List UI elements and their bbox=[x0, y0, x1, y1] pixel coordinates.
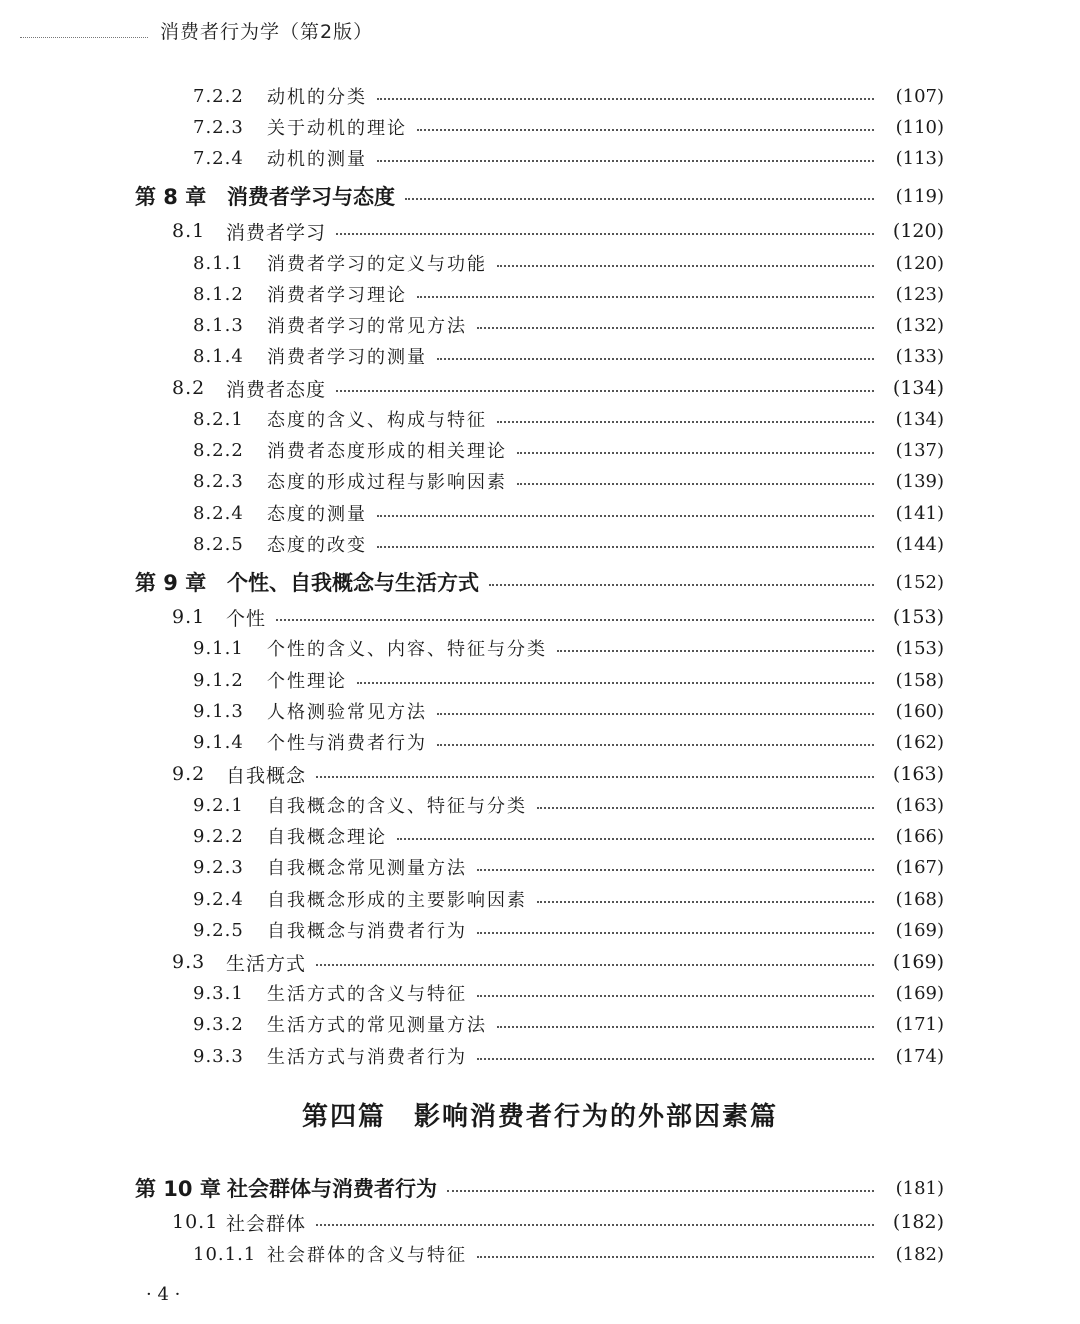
toc-entry-title: 个性的含义、内容、特征与分类 bbox=[267, 639, 547, 660]
toc-entry-title: 自我概念理论 bbox=[267, 827, 387, 848]
toc-entry-page: (134) bbox=[892, 377, 944, 399]
toc-entry-page: (141) bbox=[895, 502, 944, 524]
toc-subsection bbox=[0, 1239, 1080, 1269]
toc-entry-page: (169) bbox=[895, 919, 944, 941]
toc-entry-page: (119) bbox=[895, 185, 944, 207]
toc-dot-leader bbox=[477, 327, 874, 329]
toc-dot-leader bbox=[537, 807, 874, 809]
toc-entry-title: 个性理论 bbox=[267, 671, 347, 692]
toc-dot-leader bbox=[417, 129, 874, 131]
toc-entry-title: 社会群体 bbox=[226, 1212, 307, 1235]
toc-section bbox=[0, 947, 1080, 977]
toc-entry-page: (166) bbox=[895, 825, 944, 847]
toc-chapter bbox=[0, 181, 1080, 211]
toc-entry-number: 10.1.1 bbox=[193, 1243, 257, 1265]
toc-entry-number: 第 9 章 bbox=[135, 571, 207, 595]
toc-entry-number: 8.2.5 bbox=[193, 533, 244, 555]
toc-subsection bbox=[0, 852, 1080, 882]
toc-entry-number: 8.2.1 bbox=[193, 408, 244, 430]
toc-subsection bbox=[0, 633, 1080, 663]
toc-dot-leader bbox=[477, 995, 874, 997]
toc-dot-leader bbox=[316, 964, 874, 966]
toc-dot-leader bbox=[489, 584, 874, 586]
toc-entry-page: (152) bbox=[895, 571, 944, 593]
toc-dot-leader bbox=[276, 619, 874, 621]
toc-entry-page: (137) bbox=[895, 439, 944, 461]
toc-dot-leader bbox=[397, 838, 874, 840]
toc-entry-page: (167) bbox=[895, 856, 944, 878]
toc-entry-number: 9.2.3 bbox=[193, 856, 244, 878]
toc-entry-number: 8.1 bbox=[172, 220, 206, 242]
toc-entry-number: 9.1.1 bbox=[193, 637, 244, 659]
toc-entry-title: 消费者学习的定义与功能 bbox=[267, 254, 487, 275]
toc-dot-leader bbox=[477, 1058, 874, 1060]
toc-dot-leader bbox=[557, 650, 874, 652]
toc-entry-page: (158) bbox=[895, 669, 944, 691]
part-heading bbox=[0, 1096, 1080, 1133]
toc-dot-leader bbox=[537, 901, 874, 903]
toc-subsection bbox=[0, 1041, 1080, 1071]
toc-dot-leader bbox=[437, 358, 874, 360]
toc-entry-page: (110) bbox=[895, 116, 944, 138]
toc-subsection bbox=[0, 143, 1080, 173]
toc-dot-leader bbox=[477, 1256, 874, 1258]
toc-entry-number: 10.1 bbox=[172, 1211, 219, 1233]
toc-entry-title: 个性与消费者行为 bbox=[267, 733, 427, 754]
toc-entry-title: 社会群体的含义与特征 bbox=[267, 1245, 467, 1266]
toc-entry-page: (174) bbox=[895, 1045, 944, 1067]
toc-dot-leader bbox=[417, 296, 874, 298]
toc-subsection bbox=[0, 884, 1080, 914]
toc-subsection bbox=[0, 978, 1080, 1008]
page-number: · 4 · bbox=[146, 1284, 181, 1305]
toc-entry-number: 9.3.2 bbox=[193, 1013, 244, 1035]
toc-subsection bbox=[0, 466, 1080, 496]
toc-entry-number: 7.2.3 bbox=[193, 116, 244, 138]
toc-entry-title: 消费者态度 bbox=[226, 378, 327, 401]
toc-entry-number: 9.2 bbox=[172, 763, 206, 785]
toc-entry-title: 自我概念形成的主要影响因素 bbox=[267, 890, 527, 911]
toc-entry-page: (132) bbox=[895, 314, 944, 336]
toc-dot-leader bbox=[437, 713, 874, 715]
toc-entry-title: 自我概念常见测量方法 bbox=[267, 858, 467, 879]
toc-dot-leader bbox=[336, 233, 874, 235]
header-dotted-rule bbox=[20, 37, 148, 38]
toc-entry-title: 生活方式的常见测量方法 bbox=[267, 1015, 487, 1036]
toc-subsection bbox=[0, 790, 1080, 820]
toc-entry-number: 9.3.1 bbox=[193, 982, 244, 1004]
toc-entry-page: (163) bbox=[895, 794, 944, 816]
toc-entry-page: (168) bbox=[895, 888, 944, 910]
toc-entry-number: 9.2.2 bbox=[193, 825, 244, 847]
toc-entry-title: 消费者态度形成的相关理论 bbox=[267, 441, 507, 462]
toc-entry-page: (113) bbox=[895, 147, 944, 169]
toc-entry-page: (133) bbox=[895, 345, 944, 367]
toc-subsection bbox=[0, 727, 1080, 757]
toc-dot-leader bbox=[437, 744, 874, 746]
toc-entry-title: 动机的分类 bbox=[267, 87, 367, 108]
toc-section bbox=[0, 373, 1080, 403]
toc-dot-leader bbox=[377, 515, 874, 517]
toc-subsection bbox=[0, 404, 1080, 434]
toc-entry-page: (123) bbox=[895, 283, 944, 305]
toc-entry-page: (107) bbox=[895, 85, 944, 107]
toc-dot-leader bbox=[517, 483, 874, 485]
toc-chapter bbox=[0, 567, 1080, 597]
toc-entry-page: (139) bbox=[895, 470, 944, 492]
toc-entry-title: 自我概念 bbox=[226, 764, 307, 787]
toc-entry-page: (144) bbox=[895, 533, 944, 555]
toc-entry-number: 第 8 章 bbox=[135, 185, 207, 209]
toc-entry-title: 态度的含义、构成与特征 bbox=[267, 410, 487, 431]
toc-entry-number: 9.1.3 bbox=[193, 700, 244, 722]
toc-entry-page: (153) bbox=[892, 606, 944, 628]
toc-entry-number: 8.1.3 bbox=[193, 314, 244, 336]
toc-entry-number: 8.2.4 bbox=[193, 502, 244, 524]
toc-entry-number: 9.2.1 bbox=[193, 794, 244, 816]
toc-subsection bbox=[0, 81, 1080, 111]
toc-entry-number: 第 10 章 bbox=[135, 1177, 221, 1201]
toc-dot-leader bbox=[497, 421, 874, 423]
toc-entry-number: 9.3 bbox=[172, 951, 206, 973]
part-title: 影响消费者行为的外部因素篇 bbox=[414, 1102, 779, 1132]
toc-section bbox=[0, 216, 1080, 246]
toc-section bbox=[0, 602, 1080, 632]
toc-entry-title: 消费者学习的常见方法 bbox=[267, 316, 467, 337]
toc-entry-title: 消费者学习与态度 bbox=[227, 185, 395, 209]
toc-dot-leader bbox=[447, 1190, 874, 1192]
toc-entry-title: 人格测验常见方法 bbox=[267, 702, 427, 723]
toc-entry-page: (163) bbox=[892, 763, 944, 785]
toc-entry-number: 8.2.3 bbox=[193, 470, 244, 492]
toc-entry-title: 生活方式的含义与特征 bbox=[267, 984, 467, 1005]
toc-subsection bbox=[0, 248, 1080, 278]
toc-subsection bbox=[0, 665, 1080, 695]
toc-subsection bbox=[0, 915, 1080, 945]
toc-entry-title: 态度的形成过程与影响因素 bbox=[267, 472, 507, 493]
toc-subsection bbox=[0, 341, 1080, 371]
toc-entry-title: 消费者学习的测量 bbox=[267, 347, 427, 368]
toc-subsection bbox=[0, 310, 1080, 340]
toc-entry-number: 9.3.3 bbox=[193, 1045, 244, 1067]
toc-entry-number: 7.2.2 bbox=[193, 85, 244, 107]
toc-entry-number: 8.1.4 bbox=[193, 345, 244, 367]
toc-entry-page: (162) bbox=[895, 731, 944, 753]
toc-entry-title: 社会群体与消费者行为 bbox=[227, 1177, 437, 1201]
toc-entry-page: (171) bbox=[895, 1013, 944, 1035]
toc-entry-number: 8.2 bbox=[172, 377, 206, 399]
toc-chapter bbox=[0, 1173, 1080, 1203]
toc-section bbox=[0, 759, 1080, 789]
toc-subsection bbox=[0, 279, 1080, 309]
toc-subsection bbox=[0, 435, 1080, 465]
toc-subsection bbox=[0, 498, 1080, 528]
toc-dot-leader bbox=[405, 198, 874, 200]
toc-entry-page: (181) bbox=[895, 1177, 944, 1199]
toc-subsection bbox=[0, 696, 1080, 726]
toc-entry-number: 8.1.2 bbox=[193, 283, 244, 305]
toc-entry-title: 动机的测量 bbox=[267, 149, 367, 170]
toc-dot-leader bbox=[316, 776, 874, 778]
toc-entry-title: 个性、自我概念与生活方式 bbox=[227, 571, 479, 595]
toc-entry-number: 9.1.4 bbox=[193, 731, 244, 753]
toc-dot-leader bbox=[377, 98, 874, 100]
toc-entry-title: 自我概念与消费者行为 bbox=[267, 921, 467, 942]
toc-subsection bbox=[0, 821, 1080, 851]
part-label: 第四篇 bbox=[301, 1102, 386, 1132]
toc-entry-title: 自我概念的含义、特征与分类 bbox=[267, 796, 527, 817]
toc-entry-number: 9.1 bbox=[172, 606, 206, 628]
toc-section bbox=[0, 1207, 1080, 1237]
toc-dot-leader bbox=[477, 932, 874, 934]
toc-dot-leader bbox=[517, 452, 874, 454]
toc-entry-number: 9.1.2 bbox=[193, 669, 244, 691]
toc-entry-page: (160) bbox=[895, 700, 944, 722]
toc-entry-title: 态度的测量 bbox=[267, 504, 367, 525]
toc-entry-page: (120) bbox=[892, 220, 944, 242]
toc-dot-leader bbox=[497, 265, 874, 267]
toc-subsection bbox=[0, 1009, 1080, 1039]
toc-entry-title: 关于动机的理论 bbox=[267, 118, 407, 139]
toc-entry-title: 消费者学习理论 bbox=[267, 285, 407, 306]
toc-entry-page: (153) bbox=[895, 637, 944, 659]
toc-dot-leader bbox=[477, 869, 874, 871]
toc-entry-number: 8.1.1 bbox=[193, 252, 244, 274]
toc-entry-page: (169) bbox=[895, 982, 944, 1004]
toc-entry-title: 个性 bbox=[226, 607, 267, 630]
book-title: 消费者行为学（第2版） bbox=[160, 20, 374, 43]
toc-dot-leader bbox=[357, 682, 874, 684]
toc-dot-leader bbox=[377, 546, 874, 548]
toc-entry-number: 7.2.4 bbox=[193, 147, 244, 169]
toc-entry-page: (120) bbox=[895, 252, 944, 274]
toc-entry-title: 生活方式与消费者行为 bbox=[267, 1047, 467, 1068]
toc-entry-number: 8.2.2 bbox=[193, 439, 244, 461]
toc-entry-page: (169) bbox=[892, 951, 944, 973]
toc-subsection bbox=[0, 529, 1080, 559]
toc-dot-leader bbox=[497, 1026, 874, 1028]
toc-entry-title: 态度的改变 bbox=[267, 535, 367, 556]
toc-entry-number: 9.2.4 bbox=[193, 888, 244, 910]
toc-entry-title: 消费者学习 bbox=[226, 221, 327, 244]
toc-entry-number: 9.2.5 bbox=[193, 919, 244, 941]
toc-dot-leader bbox=[377, 160, 874, 162]
toc-entry-page: (182) bbox=[895, 1243, 944, 1265]
toc-entry-page: (134) bbox=[895, 408, 944, 430]
running-header bbox=[20, 14, 420, 46]
toc-subsection bbox=[0, 112, 1080, 142]
toc-dot-leader bbox=[336, 390, 874, 392]
toc-entry-page: (182) bbox=[892, 1211, 944, 1233]
toc-dot-leader bbox=[316, 1224, 874, 1226]
toc-entry-title: 生活方式 bbox=[226, 952, 307, 975]
